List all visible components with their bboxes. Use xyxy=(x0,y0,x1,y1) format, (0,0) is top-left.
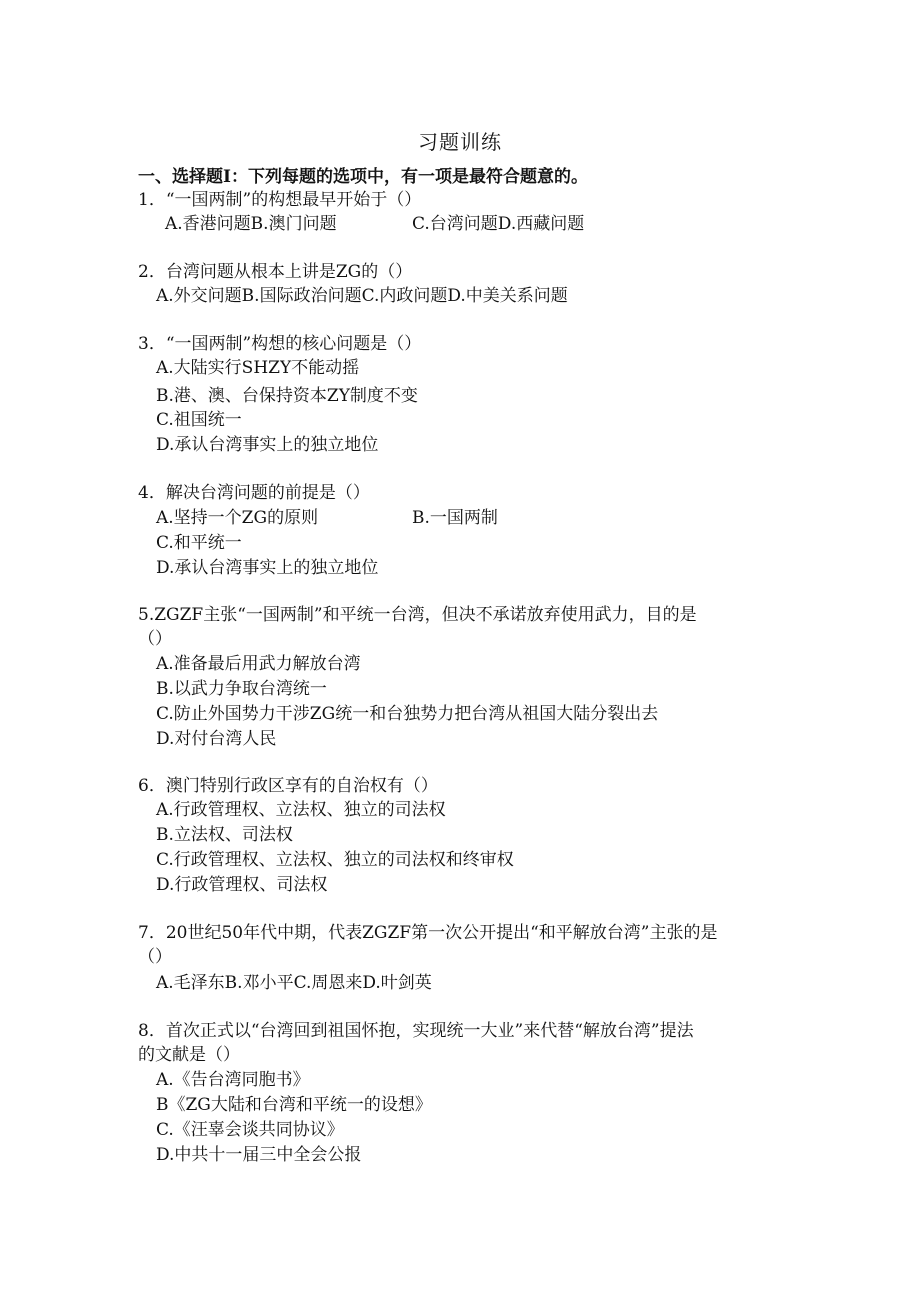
question-1-option-cd: C.台湾问题D.西藏问题 xyxy=(412,214,585,234)
question-8-option-d: D.中共十一届三中全会公报 xyxy=(156,1145,362,1165)
question-6-option-d: D.行政管理权、司法权 xyxy=(156,875,328,895)
question-1-option-ab: A.香港问题B.澳门问题 xyxy=(165,214,337,234)
question-5-stem-line-2: （） xyxy=(138,629,172,649)
question-3-option-c: C.祖国统一 xyxy=(156,410,242,430)
question-5-stem-line-1: 5.ZGZF主张“一国两制”和平统一台湾，但决不承诺放弃使用武力，目的是 xyxy=(138,605,697,625)
question-6-option-a: A.行政管理权、立法权、独立的司法权 xyxy=(156,800,446,820)
question-6-option-b: B.立法权、司法权 xyxy=(156,825,293,845)
question-8-stem-line-2: 的文献是（） xyxy=(138,1045,240,1065)
question-5-option-b: B.以武力争取台湾统一 xyxy=(156,679,327,699)
question-4-option-b: B.一国两制 xyxy=(412,508,498,528)
question-1-stem: 1．“一国两制”的构想最早开始于（） xyxy=(138,190,422,210)
question-6-stem: 6．澳门特别行政区享有的自治权有（） xyxy=(138,776,438,796)
question-5-option-d: D.对付台湾人民 xyxy=(156,729,277,749)
question-4-stem: 4．解决台湾问题的前提是（） xyxy=(138,483,370,503)
question-8-option-c: C.《汪辜会谈共同协议》 xyxy=(156,1120,344,1140)
question-7-stem-line-2: （） xyxy=(138,947,172,967)
page-title: 习题训练 xyxy=(418,130,502,154)
question-4-option-d: D.承认台湾事实上的独立地位 xyxy=(156,558,379,578)
question-6-option-c: C.行政管理权、立法权、独立的司法权和终审权 xyxy=(156,850,514,870)
question-4-option-a: A.坚持一个ZG的原则 xyxy=(156,508,319,528)
question-3-stem: 3．“一国两制”构想的核心问题是（） xyxy=(138,334,422,354)
question-3-option-d: D.承认台湾事实上的独立地位 xyxy=(156,435,379,455)
question-5-option-a: A.准备最后用武力解放台湾 xyxy=(156,654,361,674)
question-7-options: A.毛泽东B.邓小平C.周恩来D.叶剑英 xyxy=(156,973,432,993)
question-7-stem-line-1: 7．20世纪50年代中期，代表ZGZF第一次公开提出“和平解放台湾”主张的是 xyxy=(138,923,718,943)
question-8-option-b: B《ZG大陆和台湾和平统一的设想》 xyxy=(156,1095,432,1115)
question-5-option-c: C.防止外国势力干涉ZG统一和台独势力把台湾从祖国大陆分裂出去 xyxy=(156,704,659,724)
question-3-option-b: B.港、澳、台保持资本ZY制度不变 xyxy=(156,386,418,406)
question-3-option-a: A.大陆实行SHZY不能动摇 xyxy=(156,358,360,378)
question-4-option-c: C.和平统一 xyxy=(156,533,242,553)
question-2-options: A.外交问题B.国际政治问题C.内政问题D.中美关系问题 xyxy=(156,286,568,306)
question-8-stem-line-1: 8．首次正式以“台湾回到祖国怀抱，实现统一大业”来代替“解放台湾”提法 xyxy=(138,1021,694,1041)
question-2-stem: 2．台湾问题从根本上讲是ZG的（） xyxy=(138,262,413,282)
section-heading: 一、选择题I：下列每题的选项中，有一项是最符合题意的。 xyxy=(138,167,588,187)
question-8-option-a: A.《告台湾同胞书》 xyxy=(156,1070,310,1090)
